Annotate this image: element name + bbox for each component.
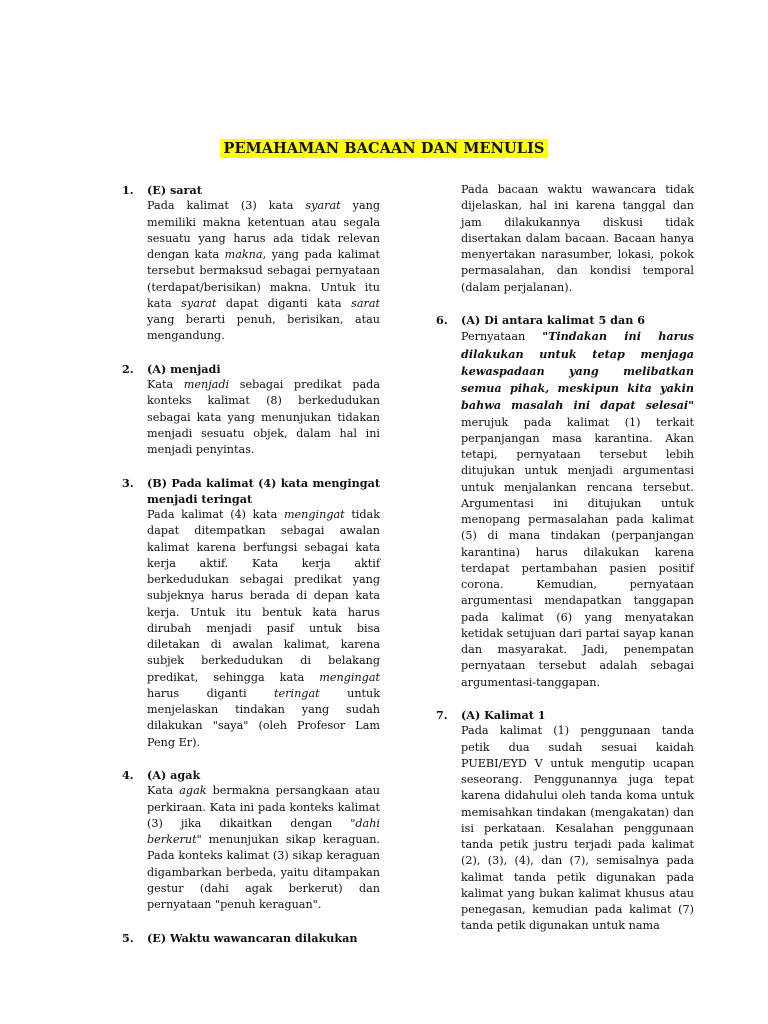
answer-item-3	[122, 475, 384, 751]
item-heading: (A) Kalimat 1	[461, 708, 546, 722]
item-heading: (A) agak	[147, 768, 201, 782]
item-number: 2.	[122, 361, 134, 376]
body-text: Kata	[147, 378, 184, 391]
item-body	[147, 377, 384, 458]
answer-item-5	[122, 930, 380, 946]
item-body	[461, 328, 698, 691]
item-number: 1.	[122, 183, 134, 197]
body-italic-term: makna	[224, 248, 263, 261]
left-column	[122, 182, 384, 962]
body-italic-term: mengingat	[283, 508, 345, 521]
body-text: yang berarti penuh, berisikan, atau mengandung.	[147, 296, 384, 343]
item-number: 7.	[436, 708, 448, 722]
body-text: harus diganti	[147, 670, 384, 700]
body-text: untuk menjelaskan tindakan yang sudah dilakukan "saya" (oleh Profesor Lam Peng Er).	[147, 686, 384, 749]
body-text: Pada kalimat (4) kata	[147, 508, 284, 521]
body-text: merujuk pada kalimat (1) terkait perpanjangan masa karantina. Akan tetapi, pernyataan tersebut lebih ditujukan untuk menjadi argumentasi untuk menjalankan rencana tersebut. Argumentasi ini ditujukan untuk menopang permasalahan pada kalimat (5) di mana tindakan (perpanjangan karantina) harus dilakukan karena terdapat pertambahan pasien positif corona. Kemudian, pernyataan argumentasi mendapatkan tanggapan pada kalimat (6) yang menyatakan ketidak setujuan dari partai sayap kanan dan masyarakat. Jadi, penempatan pernyataan tersebut adalah sebagai argumentasi-tanggapan.	[461, 399, 698, 689]
body-italic-term: sarat	[351, 296, 381, 310]
item-body	[461, 723, 698, 934]
body-italic-term: "dahi berkerut"	[147, 816, 384, 846]
body-italic-term: agak	[179, 784, 207, 798]
item-body	[147, 507, 384, 751]
body-text: bermakna persangkaan atau perkiraan. Kata ini pada konteks kalimat (3) jika dikaitkan dengan	[147, 784, 384, 830]
page-title: PEMAHAMAN BACAAN DAN MENULIS	[220, 139, 547, 158]
item-heading: (B) Pada kalimat (4) kata mengingat menjadi teringat	[147, 475, 380, 506]
item-heading: (E) sarat	[147, 183, 202, 197]
body-italic-term: teringat	[274, 686, 320, 700]
body-text: dapat diganti kata	[216, 296, 352, 310]
body-text: , yang pada kalimat tersebut bermaksud sebagai pernyataan (terdapat/berisikan) makna. Untuk itu kata	[147, 248, 384, 310]
answer-item-1	[122, 182, 384, 345]
answer-item-5-continuation: Pada bacaan waktu wawancara tidak dijelaskan, hal ini karena tanggal dan jam dilakukannya diskusi tidak disertakan dalam bacaan. Bacaan hanya menyertakan narasumber, lokasi, pokok permasalahan, dan kondisi temporal (dalam perjalanan).	[461, 183, 694, 294]
item-body	[147, 783, 384, 913]
item-number: 4.	[122, 768, 134, 782]
body-italic-term: syarat	[181, 296, 217, 310]
body-text: Pada kalimat (3) kata	[147, 199, 306, 213]
item-number: 3.	[122, 475, 134, 490]
body-italic-term: mengingat	[319, 670, 380, 684]
item-number: 5.	[122, 930, 134, 945]
item-heading: (E) Waktu wawancaran dilakukan	[147, 930, 358, 945]
body-text: yang memiliki makna ketentuan atau segala sesuatu yang harus ada tidak relevan dengan kata	[147, 199, 384, 261]
body-italic-term: syarat	[305, 199, 341, 213]
body-italic-term: menjadi	[183, 378, 230, 391]
right-column	[436, 182, 698, 951]
body-bold-italic-quote: "Tindakan ini harus dilakukan untuk tetap menjaga kewaspadaan yang melibatkan semua pihak, meskipun kita yakin bahwa masalah ini dapat selesai"	[461, 329, 694, 413]
item-heading: (A) menjadi	[147, 361, 221, 376]
body-text: sebagai predikat pada konteks kalimat (8) berkedudukan sebagai kata yang menunjukan tidakan menjadi sesuatu objek, dalam hal ini menjadi penyintas.	[147, 378, 384, 456]
answer-item-4	[122, 767, 384, 913]
answer-item-6	[436, 312, 698, 691]
item-number: 6.	[436, 313, 448, 327]
answer-item-2	[122, 361, 384, 459]
body-text: Kata	[147, 784, 180, 798]
item-heading: (A) Di antara kalimat 5 dan 6	[461, 313, 646, 327]
body-text: menunjukan sikap keraguan. Pada konteks kalimat (3) sikap keraguan digambarkan berbeda, yaitu ditampakan gestur (dahi agak berkerut) dan pernyataan "penuh keraguan".	[147, 833, 384, 911]
body-text: Pernyataan	[461, 330, 543, 344]
item-body	[147, 198, 384, 344]
answer-item-7	[436, 707, 698, 935]
title-wrap	[0, 138, 768, 158]
body-text: tidak dapat ditempatkan sebagai awalan kalimat karena berfungsi sebagai kata kerja aktif. Kata kerja aktif berkedudukan sebagai predikat yang subjeknya harus berada di depan kata kerja. Untuk itu bentuk kata harus dirubah menjadi pasif untuk bisa diletakan di awalan kalimat, karena subjek berkedudukan di belakang predikat, sehingga kata	[147, 508, 384, 684]
body-text: Pada kalimat (1) penggunaan tanda petik dua sudah sesuai kaidah PUEBI/EYD V untuk mengutip ucapan seseorang. Penggunannya juga tepat karena didahului oleh tanda koma untuk memisahkan tindakan (mengakatan) dan isi perkataan. Kesalahan penggunaan tanda petik justru terjadi pada kalimat (2), (3), (4), dan (7), semisalnya pada kalimat tanda petik digunakan pada kalimat yang bukan kalimat khusus atau penegasan, kemudian pada kalimat (7) tanda petik digunakan untuk nama	[461, 724, 698, 933]
